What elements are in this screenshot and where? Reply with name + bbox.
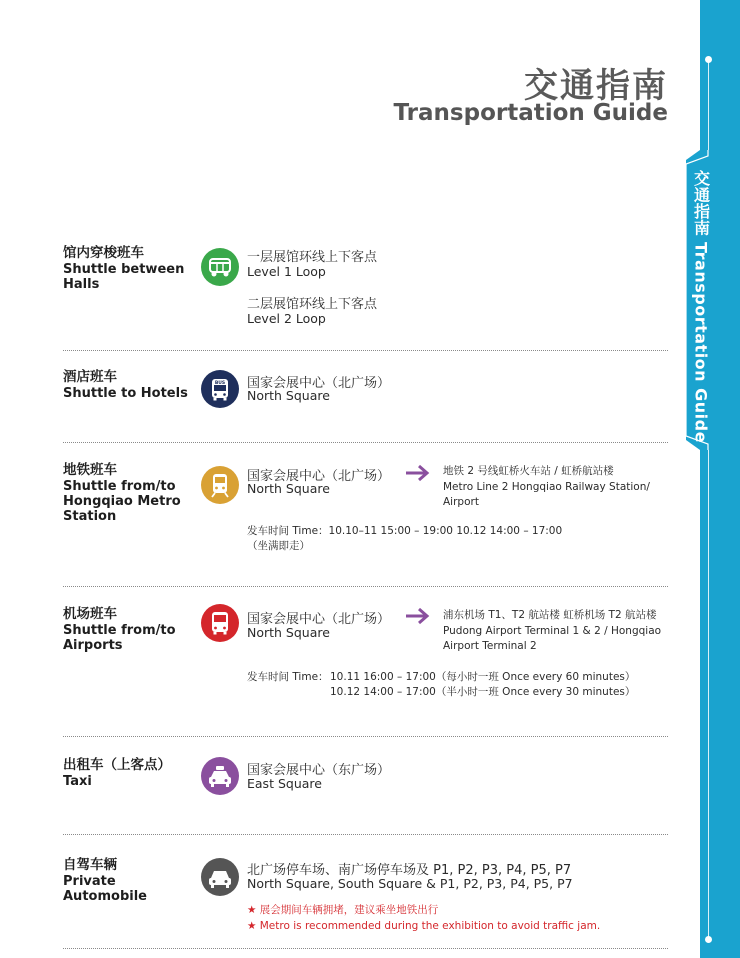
section-title-en: Taxi [63, 774, 92, 789]
side-tab [686, 150, 716, 450]
from-cn: 国家会展中心（北广场） [247, 469, 391, 484]
parking-cn: 北广场停车场、南广场停车场及 P1, P2, P3, P4, P5, P7 [247, 863, 572, 878]
traffic-note-en: ★ Metro is recommended during the exhibition to avoid traffic jam. [247, 920, 601, 932]
to-cn: 地铁 2 号线虹桥火车站 / 虹桥航站楼 [443, 465, 614, 477]
section-title-cn: 自驾车辆 [63, 857, 117, 873]
car-icon [201, 858, 239, 896]
to-cn: 浦东机场 T1、T2 航站楼 虹桥机场 T2 航站楼 [443, 609, 657, 621]
section-title-en: Shuttle from/to Airports [63, 623, 176, 653]
departure-time: 发车时间 Time：10.10–11 15:00 – 19:00 10.12 14:00 – 17:00 [247, 525, 563, 537]
stop1-en: Level 1 Loop [247, 264, 326, 279]
to-en-1: Metro Line 2 Hongqiao Railway Station/ [443, 481, 650, 493]
section-title-cn: 机场班车 [63, 606, 117, 622]
from-en: North Square [247, 625, 330, 640]
arrow-right-icon [405, 607, 433, 625]
bus-icon [201, 370, 239, 408]
section-airport-shuttle [63, 607, 668, 727]
divider [63, 350, 668, 351]
section-hotel-shuttle [63, 370, 668, 430]
arrow-right-icon [405, 464, 433, 482]
section-title [63, 758, 203, 789]
section-title [63, 370, 198, 401]
shuttle-car-icon [201, 248, 239, 286]
section-title-en: Shuttle from/to Hongqiao Metro Station [63, 479, 181, 524]
divider [63, 834, 668, 835]
departure-note: （坐满即走） [247, 540, 310, 552]
from-en: East Square [247, 776, 322, 791]
departure-time-1: 10.11 16:00 – 17:00（每小时一班 Once every 60 minutes） [330, 671, 636, 683]
section-title-en: Shuttle to Hotels [63, 386, 188, 401]
divider [63, 948, 668, 949]
to-en-1: Pudong Airport Terminal 1 & 2 / Hongqiao [443, 625, 662, 637]
bus-label: BUS [214, 381, 226, 386]
divider [63, 586, 668, 587]
metro-train-icon [201, 466, 239, 504]
departure-time-label: 发车时间 Time： [247, 671, 329, 683]
section-title-cn: 出租车（上客点） [63, 757, 171, 773]
side-tab-cn: 交通指南 [691, 169, 711, 236]
airport-bus-icon [201, 604, 239, 642]
to-en-2: Airport [443, 496, 479, 508]
section-title-cn: 酒店班车 [63, 369, 117, 385]
side-dot-top [705, 56, 712, 63]
side-band [700, 0, 740, 958]
page-title-en: Transportation Guide [393, 100, 668, 126]
to-en-2: Airport Terminal 2 [443, 640, 537, 652]
section-title-cn: 馆内穿梭班车 [63, 245, 144, 261]
from-cn: 国家会展中心（北广场） [247, 376, 391, 391]
section-title [63, 463, 198, 524]
section-private-car [63, 858, 668, 938]
section-title-en: Shuttle between Halls [63, 262, 185, 292]
section-title [63, 607, 198, 653]
divider [63, 442, 668, 443]
page-title-cn: 交通指南 [524, 66, 668, 106]
from-cn: 国家会展中心（东广场） [247, 763, 391, 778]
section-shuttle-halls [63, 246, 668, 346]
stop1-cn: 一层展馆环线上下客点 [247, 250, 378, 265]
from-en: North Square [247, 481, 330, 496]
section-title-cn: 地铁班车 [63, 462, 117, 478]
divider [63, 736, 668, 737]
from-cn: 国家会展中心（北广场） [247, 612, 391, 627]
taxi-icon [201, 757, 239, 795]
traffic-note-cn: ★ 展会期间车辆拥堵，建议乘坐地铁出行 [247, 904, 439, 916]
section-title [63, 858, 198, 904]
section-taxi [63, 758, 668, 818]
stop2-cn: 二层展馆环线上下客点 [247, 297, 378, 312]
section-title [63, 246, 198, 292]
departure-time-2: 10.12 14:00 – 17:00（半小时一班 Once every 30 minutes） [330, 686, 636, 698]
section-metro-shuttle [63, 463, 668, 573]
from-en: North Square [247, 388, 330, 403]
section-title-en: Private Automobile [63, 874, 147, 904]
side-dot-bottom [705, 936, 712, 943]
parking-en: North Square, South Square & P1, P2, P3, P4, P5, P7 [247, 876, 573, 891]
stop2-en: Level 2 Loop [247, 311, 326, 326]
side-tab-en: Transportation Guide [691, 241, 711, 443]
